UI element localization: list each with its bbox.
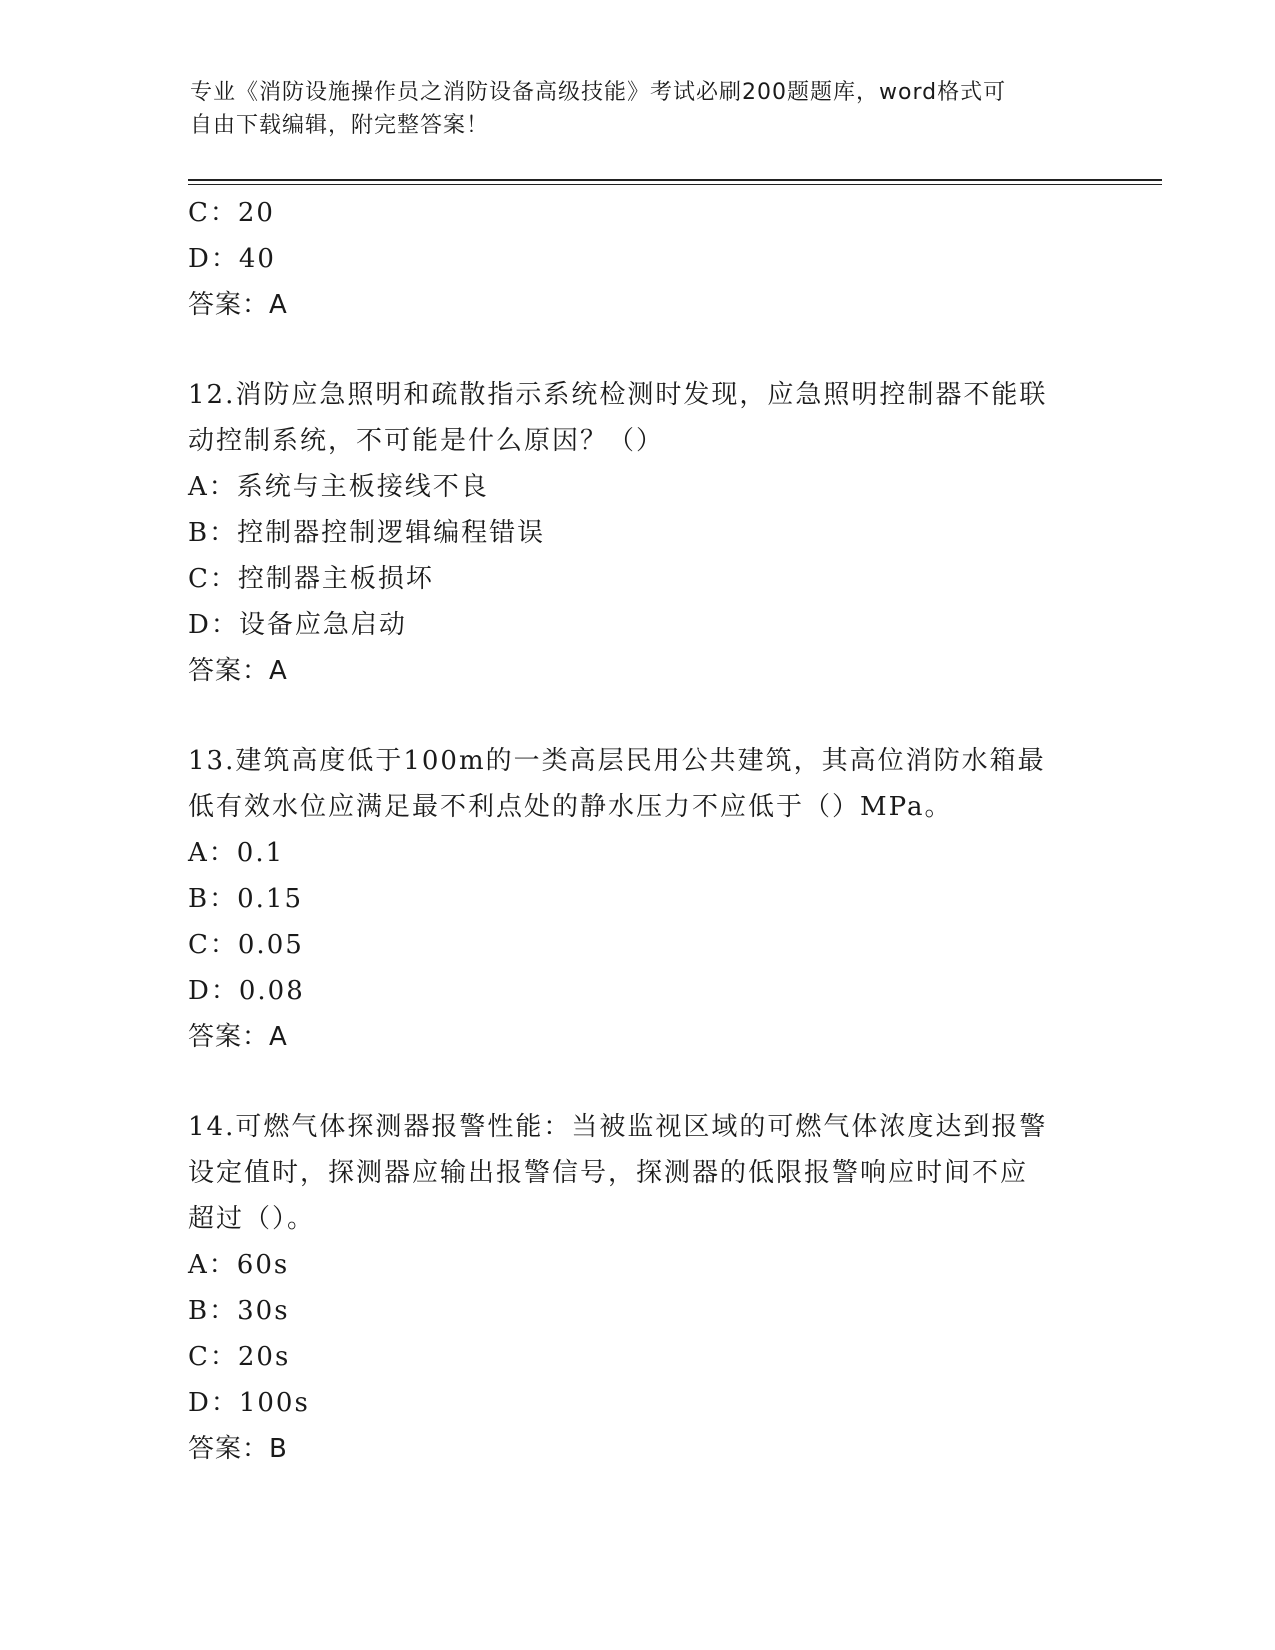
- option-c: C：20s: [188, 1342, 291, 1372]
- option-a: A：0.1: [188, 838, 285, 868]
- option-c: C：0.05: [188, 930, 304, 960]
- header-line-1: 专业《消防设施操作员之消防设备高级技能》考试必刷200题题库，word格式可: [190, 80, 1007, 105]
- option-b: B：控制器控制逻辑编程错误: [188, 518, 546, 548]
- option-d: D：40: [188, 244, 276, 274]
- header-line-2: 自由下载编辑，附完整答案！: [190, 113, 490, 138]
- question-12: [188, 372, 1088, 694]
- answer-line: 答案：A: [188, 290, 288, 320]
- question-11-tail: [188, 190, 1088, 328]
- question-text-line: 低有效水位应满足最不利点处的静水压力不应低于（）MPa。: [188, 792, 953, 822]
- question-text-line: 14.可燃气体探测器报警性能：当被监视区域的可燃气体浓度达到报警: [188, 1112, 1048, 1142]
- question-text-line: 动控制系统，不可能是什么原因？（）: [188, 426, 665, 456]
- option-a: A：系统与主板接线不良: [188, 472, 489, 502]
- option-d: D：设备应急启动: [188, 610, 407, 640]
- option-b: B：0.15: [188, 884, 303, 914]
- option-b: B：30s: [188, 1296, 290, 1326]
- question-text-line: 12.消防应急照明和疏散指示系统检测时发现，应急照明控制器不能联: [188, 380, 1048, 410]
- document-header: [190, 76, 1070, 142]
- question-14: [188, 1104, 1088, 1472]
- option-a: A：60s: [188, 1250, 290, 1280]
- question-text-line: 设定值时，探测器应输出报警信号，探测器的低限报警响应时间不应: [188, 1158, 1029, 1188]
- question-content: [188, 190, 1088, 1472]
- answer-line: 答案：A: [188, 656, 288, 686]
- answer-line: 答案：A: [188, 1022, 288, 1052]
- question-text-line: 超过（）。: [188, 1204, 316, 1234]
- answer-line: 答案：B: [188, 1434, 288, 1464]
- question-13: [188, 738, 1088, 1060]
- option-c: C：控制器主板损坏: [188, 564, 434, 594]
- header-divider: [188, 179, 1162, 185]
- question-text-line: 13.建筑高度低于100m的一类高层民用公共建筑，其高位消防水箱最: [188, 746, 1046, 776]
- option-c: C：20: [188, 198, 275, 228]
- option-d: D：0.08: [188, 976, 305, 1006]
- option-d: D：100s: [188, 1388, 310, 1418]
